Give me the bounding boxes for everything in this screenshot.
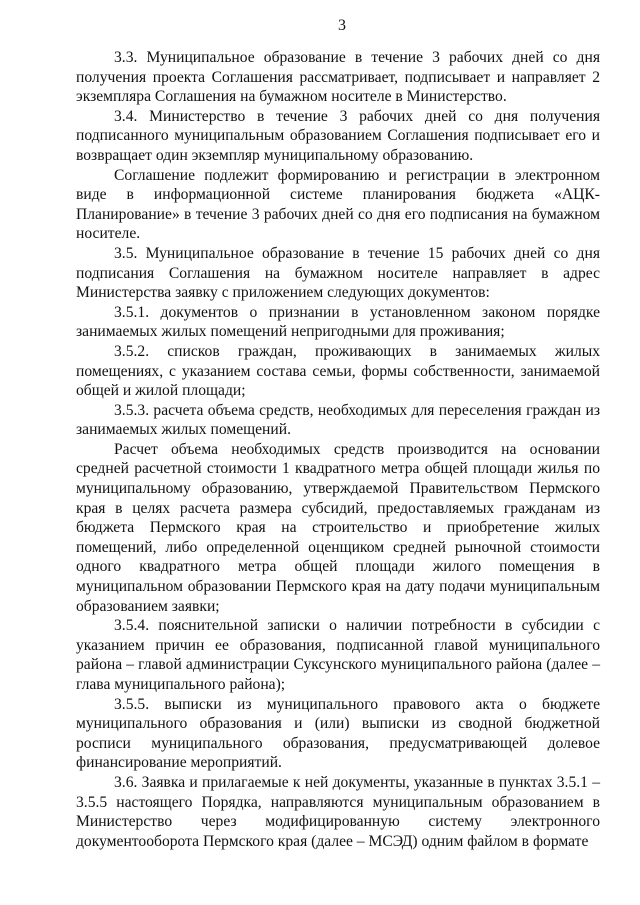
paragraph-3-5: 3.5. Муниципальное образование в течение 15 рабочих дней со дня подписания Соглашения на бумажном носителе направляет в адрес Министерства заявку с приложением следующих документов: [76, 244, 600, 302]
page-number: 3 [338, 17, 346, 34]
paragraph-3-5-5: 3.5.5. выписки из муниципального правового акта о бюджете муниципального образования и (или) выписки из сводной бюджетной росписи муниципального образования, предусматривающей долевое финансирование мероприятий. [76, 695, 600, 772]
paragraph-3-6: 3.6. Заявка и прилагаемые к ней документы, указанные в пунктах 3.5.1 – 3.5.5 настоящего Порядка, направляются муниципальным образованием в Министерство через модифицированную систему электронного документооборота Пермского края (далее – МСЭД) одним файлом в формате [76, 773, 600, 850]
paragraph-3-3: 3.3. Муниципальное образование в течение 3 рабочих дней со дня получения проекта Соглашения рассматривает, подписывает и направляет 2 экземпляра Соглашения на бумажном носителе в Министерство. [76, 49, 600, 106]
paragraph-3-5-2: 3.5.2. списков граждан, проживающих в занимаемых жилых помещениях, с указанием состава семьи, формы собственности, занимаемой общей и жилой площади; [76, 342, 600, 400]
paragraph-3-5-3: 3.5.3. расчета объема средств, необходимых для переселения граждан из занимаемых жилых помещений. [76, 401, 600, 439]
paragraph-3-4: 3.4. Министерство в течение 3 рабочих дней со дня получения подписанного муниципальным образованием Соглашения подписывает его и возвращает один экземпляр муниципальному образованию. [76, 107, 600, 164]
paragraph-3-5-4: 3.5.4. пояснительной записки о наличии потребности в субсидии с указанием причин ее образования, подписанной главой муниципального района – главой администрации Суксунского муниципального района (далее – глава муниципального района); [76, 617, 600, 693]
paragraph-agreement-registration: Соглашение подлежит формированию и регистрации в электронном виде в информационной системе планирования бюджета «АЦК-Планирование» в течение 3 рабочих дней со дня его подписания на бумажном носителе. [76, 166, 600, 243]
paragraph-calculation: Расчет объема необходимых средств производится на основании средней расчетной стоимости 1 квадратного метра общей площади жилья по муниципальному образованию, утверждаемой Правительством Пермского края в целях расчета размера субсидий, предоставляемых гражданам из бюджета Пермского края на строительство и приобретение жилых помещений, либо определенной оценщиком средней рыночной стоимости одного квадратного метра общей площади жилого помещения в муниципальном образовании Пермского края на дату подачи муниципальным образованием заявки; [76, 440, 600, 615]
paragraph-3-5-1: 3.5.1. документов о признании в установленном законом порядке занимаемых жилых помещений непригодными для проживания; [76, 303, 600, 341]
